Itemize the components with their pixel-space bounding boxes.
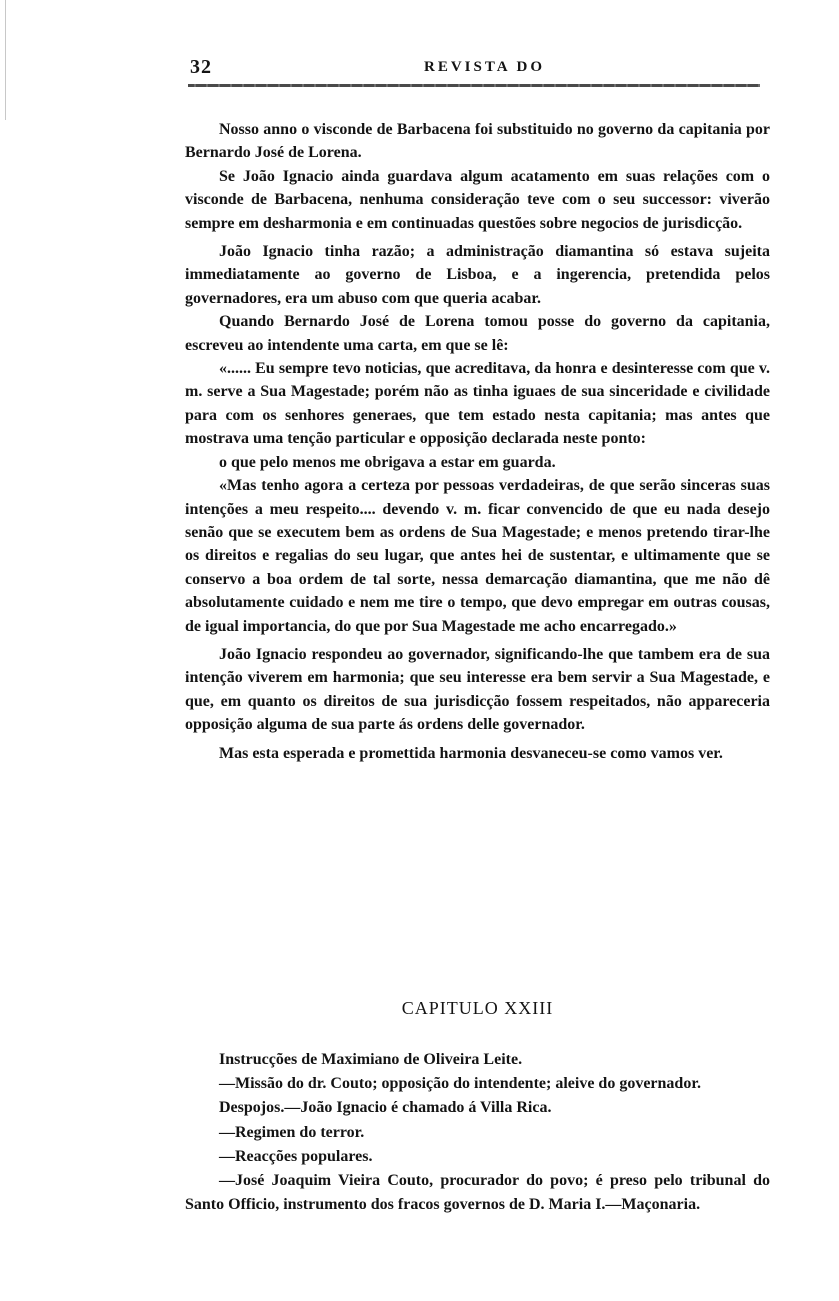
paragraph: João Ignacio tinha razão; a administração diamantina só estava sujeita immediatamente ao governo de Lisboa, e a ingerencia, pretendida pelos governadores, era um abuso com que queria acabar.	[185, 243, 770, 307]
paragraph: Nosso anno o visconde de Barbacena foi substituido no governo da capitania por Bernardo José de Lorena.	[185, 121, 770, 162]
summary-line: Despojos.—João Ignacio é chamado á Villa Rica.	[219, 1099, 552, 1117]
summary-line: —Regimen do terror.	[219, 1123, 365, 1141]
summary-line: Instrucções de Maximiano de Oliveira Leite.	[219, 1051, 523, 1068]
paragraph: Quando Bernardo José de Lorena tomou posse do governo da capitania, escreveu ao intendente uma carta, em que se lê:	[185, 313, 770, 354]
page-number: 32	[190, 56, 212, 78]
paragraph: Mas esta esperada e promettida harmonia desvaneceu-se como vamos ver.	[219, 744, 723, 762]
quote-paragraph: o que pelo menos me obrigava a estar em guarda.	[219, 453, 556, 471]
running-head	[188, 54, 760, 84]
header-rule	[188, 84, 760, 87]
page-edge-line	[5, 0, 6, 120]
journal-title: REVISTA DO	[424, 59, 545, 75]
body-text	[185, 118, 770, 765]
chapter-heading: CAPITULO XXIII	[401, 998, 554, 1018]
summary-line: —Reacções populares.	[219, 1147, 373, 1165]
chapter-summary	[185, 1048, 770, 1217]
paragraph: João Ignacio respondeu ao governador, significando-lhe que tambem era de sua intenção viverem em harmonia; que seu interesse era bem servir a Sua Magestade, e que, em quanto os direitos de sua jurisdicção fossem respeitados, não appareceria opposição alguma de sua parte ás ordens delle governador.	[185, 645, 770, 734]
quote-paragraph: «...... Eu sempre tevo noticias, que acreditava, da honra e desinteresse com que v. m. serve a Sua Magestade; porém não as tinha iguaes de sua sinceridade e civilidade para com os senhores generaes, que tem estado nesta capitania; mas antes que mostrava uma tenção particular e opposição declarada neste ponto:	[185, 360, 770, 448]
summary-line: —Missão do dr. Couto; opposição do intendente; aleive do governador.	[219, 1075, 701, 1093]
summary-line: —José Joaquim Vieira Couto, procurador do povo; é preso pelo tribunal do Santo Officio, instrumento dos fracos governos de D. Maria I.—Maçonaria.	[185, 1172, 770, 1214]
paragraph: Se João Ignacio ainda guardava algum acatamento em suas relações com o visconde de Barbacena, nenhuma consideração teve com o seu successor: viverão sempre em desharmonia e em continuadas questões sobre negocios de jurisdicção.	[185, 167, 770, 232]
quote-paragraph: «Mas tenho agora a certeza por pessoas verdadeiras, de que serão sinceras suas intenções a meu respeito.... devendo v. m. ficar convencido de que eu nada desejo senão que se executem bem as ordens de Sua Magestade; e menos pretendo tirar-lhe os direitos e regalias do seu lugar, que antes hei de sustentar, e ultimamente que se conservo a boa ordem de tal sorte, nessa demarcação diamantina, que me não dê absolutamente cuidado e nem me tire o tempo, que devo empregar em outras cousas, de igual importancia, do que por Sua Magestade me acho encarregado.»	[185, 477, 770, 635]
